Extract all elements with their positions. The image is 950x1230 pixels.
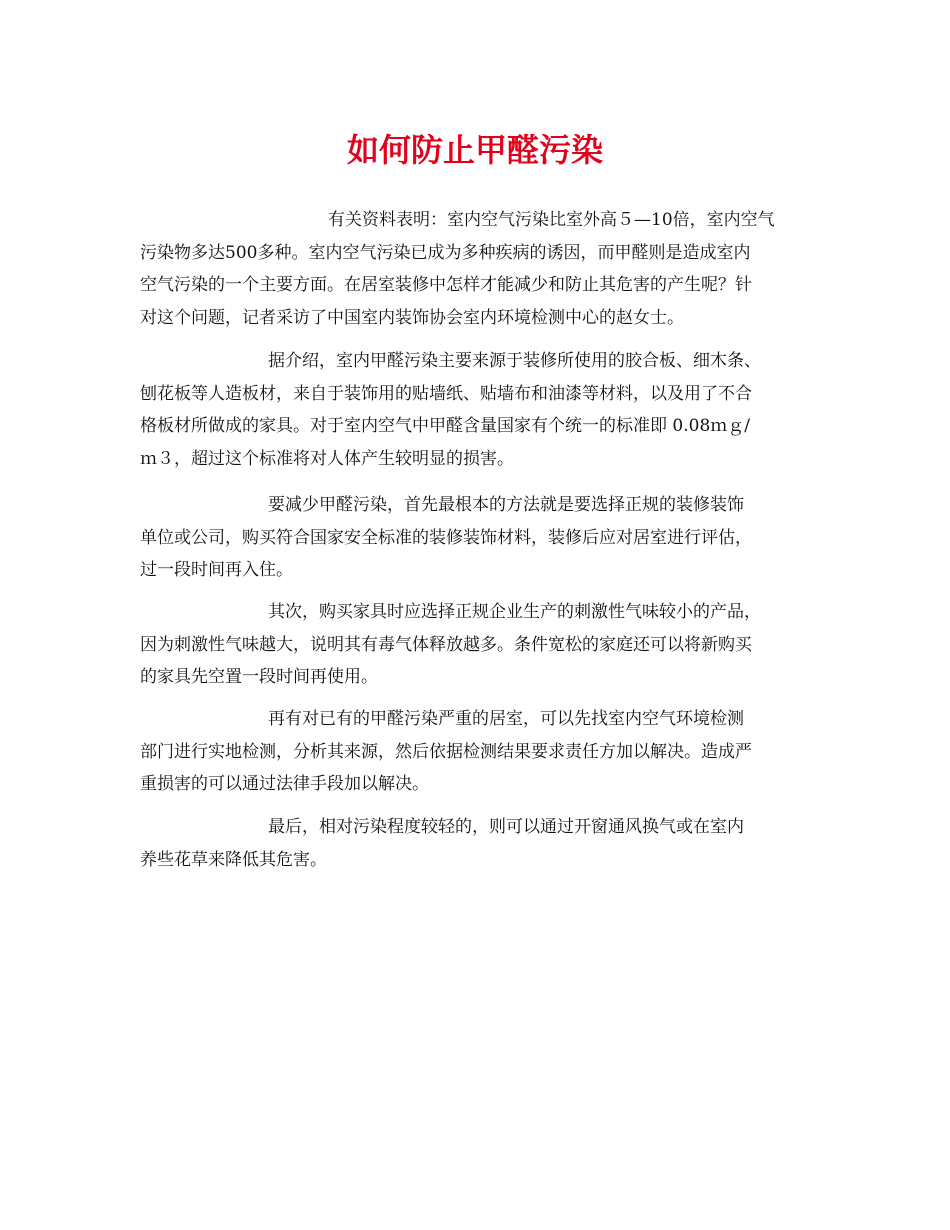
paragraph-line: 有关资料表明：室内空气污染比室外高５—10倍，室内空气	[328, 210, 775, 230]
paragraph-line: 单位或公司，购买符合国家安全标准的装修装饰材料，装修后应对居室进行评估，	[140, 527, 752, 548]
paragraph-line: 最后，相对污染程度较轻的，则可以通过开窗通风换气或在室内	[268, 817, 744, 837]
paragraph-line: 部门进行实地检测，分析其来源，然后依据检测结果要求责任方加以解决。造成严	[140, 741, 752, 762]
paragraph-reduce	[140, 489, 820, 587]
paragraph-detection	[140, 703, 820, 801]
paragraph-line: 因为刺激性气味越大，说明其有毒气体释放越多。条件宽松的家庭还可以将新购买	[140, 634, 752, 655]
paragraph-line: 其次，购买家具时应选择正规企业生产的刺激性气味较小的产品，	[268, 602, 761, 622]
paragraph-line: 污染物多达500多种。室内空气污染已成为多种疾病的诱因，而甲醛则是造成室内	[140, 242, 751, 263]
paragraph-ventilation	[140, 811, 820, 876]
paragraph-sources	[140, 345, 820, 475]
paragraph-line: 养些花草来降低其危害。	[140, 849, 327, 870]
paragraph-line: 对这个问题，记者采访了中国室内装饰协会室内环境检测中心的赵女士。	[140, 307, 684, 328]
paragraph-line: 再有对已有的甲醛污染严重的居室，可以先找室内空气环境检测	[268, 709, 744, 729]
paragraph-line: 重损害的可以通过法律手段加以解决。	[140, 774, 429, 794]
paragraph-line: 要减少甲醛污染，首先最根本的方法就是要选择正规的装修装饰	[268, 495, 744, 515]
paragraph-line: 空气污染的一个主要方面。在居室装修中怎样才能减少和防止其危害的产生呢？针	[140, 275, 752, 295]
paragraph-line: 据介绍，室内甲醛污染主要来源于装修所使用的胶合板、细木条、	[268, 351, 761, 371]
paragraph-line: 过一段时间再入住。	[140, 560, 293, 580]
paragraph-line: 的家具先空置一段时间再使用。	[140, 667, 378, 687]
document-title: 如何防止甲醛污染	[346, 131, 603, 169]
paragraph-furniture	[140, 596, 820, 694]
paragraph-data-source	[140, 204, 820, 334]
paragraph-line: 刨花板等人造板材，来自于装饰用的贴墙纸、贴墙布和油漆等材料，以及用了不合	[140, 383, 752, 404]
paragraph-line: 格板材所做成的家具。对于室内空气中甲醛含量国家有个统一的标准即 0.08ｍｇ/	[140, 416, 750, 436]
paragraph-line: ｍ３，超过这个标准将对人体产生较明显的损害。	[140, 448, 514, 469]
